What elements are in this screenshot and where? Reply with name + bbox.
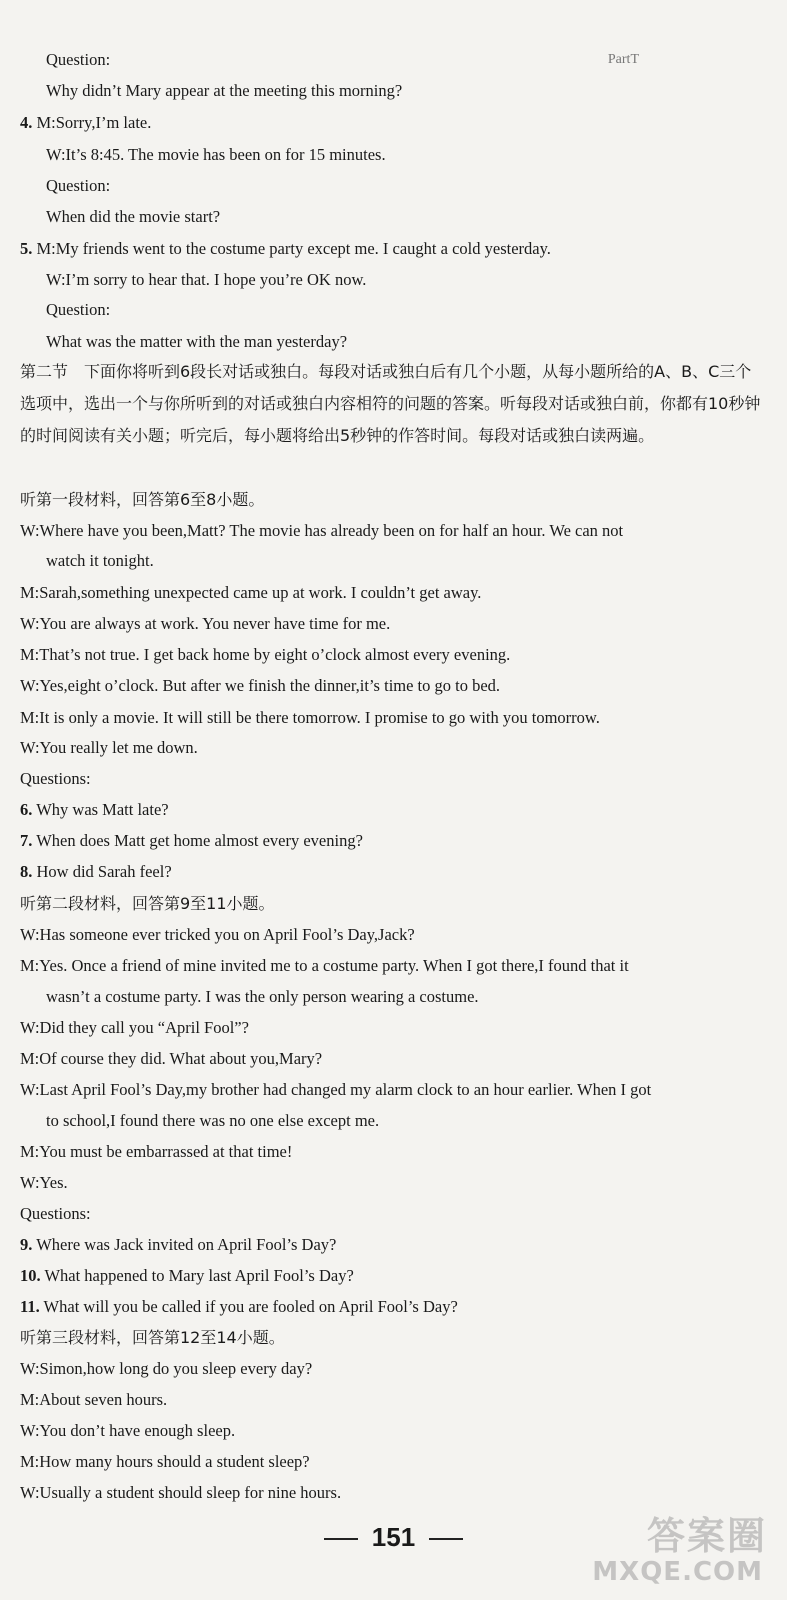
question-text: What was the matter with the man yesterday? (46, 332, 348, 351)
question-item (20, 1235, 767, 1255)
item-number: 5. (20, 239, 33, 258)
questions-label: Questions: (20, 769, 91, 788)
dialogue-line: M:Sarah,something unexpected came up at work. I couldn’t get away. (20, 583, 482, 602)
dialogue-line: wasn’t a costume party. I was the only person wearing a costume. (46, 987, 479, 1006)
material-3-heading: 听第三段材料，回答第12至14小题。 (20, 1328, 285, 1347)
dialogue-line: W:You are always at work. You never have time for me. (20, 614, 391, 633)
dialogue-line: W:Has someone ever tricked you on April Fool’s Day,Jack? (20, 925, 415, 944)
dialogue-line: watch it tonight. (46, 551, 154, 570)
question-text: Where was Jack invited on April Fool’s Day? (32, 1235, 337, 1254)
material-1-heading: 听第一段材料，回答第6至8小题。 (20, 490, 265, 509)
dialogue-line: W:Simon,how long do you sleep every day? (20, 1359, 313, 1378)
question-text: How did Sarah feel? (32, 862, 172, 881)
dialogue-line: to school,I found there was no one else except me. (46, 1111, 380, 1130)
dialogue-line: M:Yes. Once a friend of mine invited me to a costume party. When I got there,I found that it (20, 956, 629, 975)
dialogue-text: M:Sorry,I’m late. (32, 113, 152, 132)
question-text: When does Matt get home almost every evening? (32, 831, 363, 850)
header-mark: PartT (607, 52, 639, 67)
item-number: 6. (20, 800, 33, 819)
dialogue-line: W:Usually a student should sleep for nine hours. (20, 1483, 342, 1502)
item-number: 10. (20, 1266, 41, 1285)
question-item (20, 831, 767, 851)
question-label: Question: (46, 300, 111, 319)
dialogue-line: M:You must be embarrassed at that time! (20, 1142, 293, 1161)
watermark-en: MXQE.COM (592, 1557, 763, 1587)
dialogue-line: W:You really let me down. (20, 738, 198, 757)
dialogue-line: M:It is only a movie. It will still be there tomorrow. I promise to go with you tomorrow. (20, 708, 600, 727)
question-text: What will you be called if you are fooled on April Fool’s Day? (39, 1297, 458, 1316)
item-number: 4. (20, 113, 33, 132)
dialogue-line: M:How many hours should a student sleep? (20, 1452, 310, 1471)
dash-decoration (324, 1538, 358, 1540)
dialogue-line: W:Last April Fool’s Day,my brother had changed my alarm clock to an hour earlier. When I got (20, 1080, 652, 1099)
page-number-text: 151 (371, 1522, 416, 1552)
dialogue-4-line-1 (20, 113, 767, 133)
question-item (20, 862, 767, 882)
dialogue-line: W:You don’t have enough sleep. (20, 1421, 236, 1440)
item-number: 11. (20, 1297, 40, 1316)
site-watermark (577, 1505, 777, 1595)
item-number: 9. (20, 1235, 33, 1254)
question-item (20, 1266, 767, 1286)
question-item (20, 1297, 767, 1317)
dialogue-line: M:Of course they did. What about you,Mary? (20, 1049, 323, 1068)
question-label: Question: (46, 176, 111, 195)
question-label: Question: (46, 50, 111, 69)
section-2-instructions: 第二节 下面你将听到6段长对话或独白。每段对话或独白后有几个小题，从每小题所给的A、B、C三个选项中，选出一个与你所听到的对话或独白内容相符的问题的答案。听每段对话或独白前，你都有10秒钟的时间阅读有关小题；听完后，每小题将给出5秒钟的作答时间。每段对话或独白读两遍。 (20, 362, 761, 445)
dialogue-line: W:Where have you been,Matt? The movie has already been on for half an hour. We can not (20, 521, 624, 540)
question-text: When did the movie start? (46, 207, 221, 226)
dialogue-line: W:Did they call you “April Fool”? (20, 1018, 249, 1037)
dialogue-line: M:That’s not true. I get back home by eight o’clock almost every evening. (20, 645, 511, 664)
item-number: 8. (20, 862, 33, 881)
watermark-cn: 答案圈 (646, 1514, 767, 1558)
dialogue-line: M:About seven hours. (20, 1390, 168, 1409)
dialogue-5-line-2: W:I’m sorry to hear that. I hope you’re OK now. (46, 270, 367, 289)
questions-label: Questions: (20, 1204, 91, 1223)
question-text: What happened to Mary last April Fool’s Day? (40, 1266, 354, 1285)
dialogue-4-line-2: W:It’s 8:45. The movie has been on for 15 minutes. (46, 145, 386, 164)
dialogue-line: W:Yes,eight o’clock. But after we finish the dinner,it’s time to go to bed. (20, 676, 501, 695)
item-number: 7. (20, 831, 33, 850)
question-item (20, 800, 767, 820)
question-text: Why didn’t Mary appear at the meeting this morning? (46, 81, 403, 100)
dialogue-5-line-1 (20, 239, 767, 259)
material-2-heading: 听第二段材料，回答第9至11小题。 (20, 894, 275, 913)
dialogue-line: W:Yes. (20, 1173, 68, 1192)
dialogue-text: M:My friends went to the costume party except me. I caught a cold yesterday. (32, 239, 551, 258)
dash-decoration (429, 1538, 463, 1540)
question-text: Why was Matt late? (32, 800, 169, 819)
